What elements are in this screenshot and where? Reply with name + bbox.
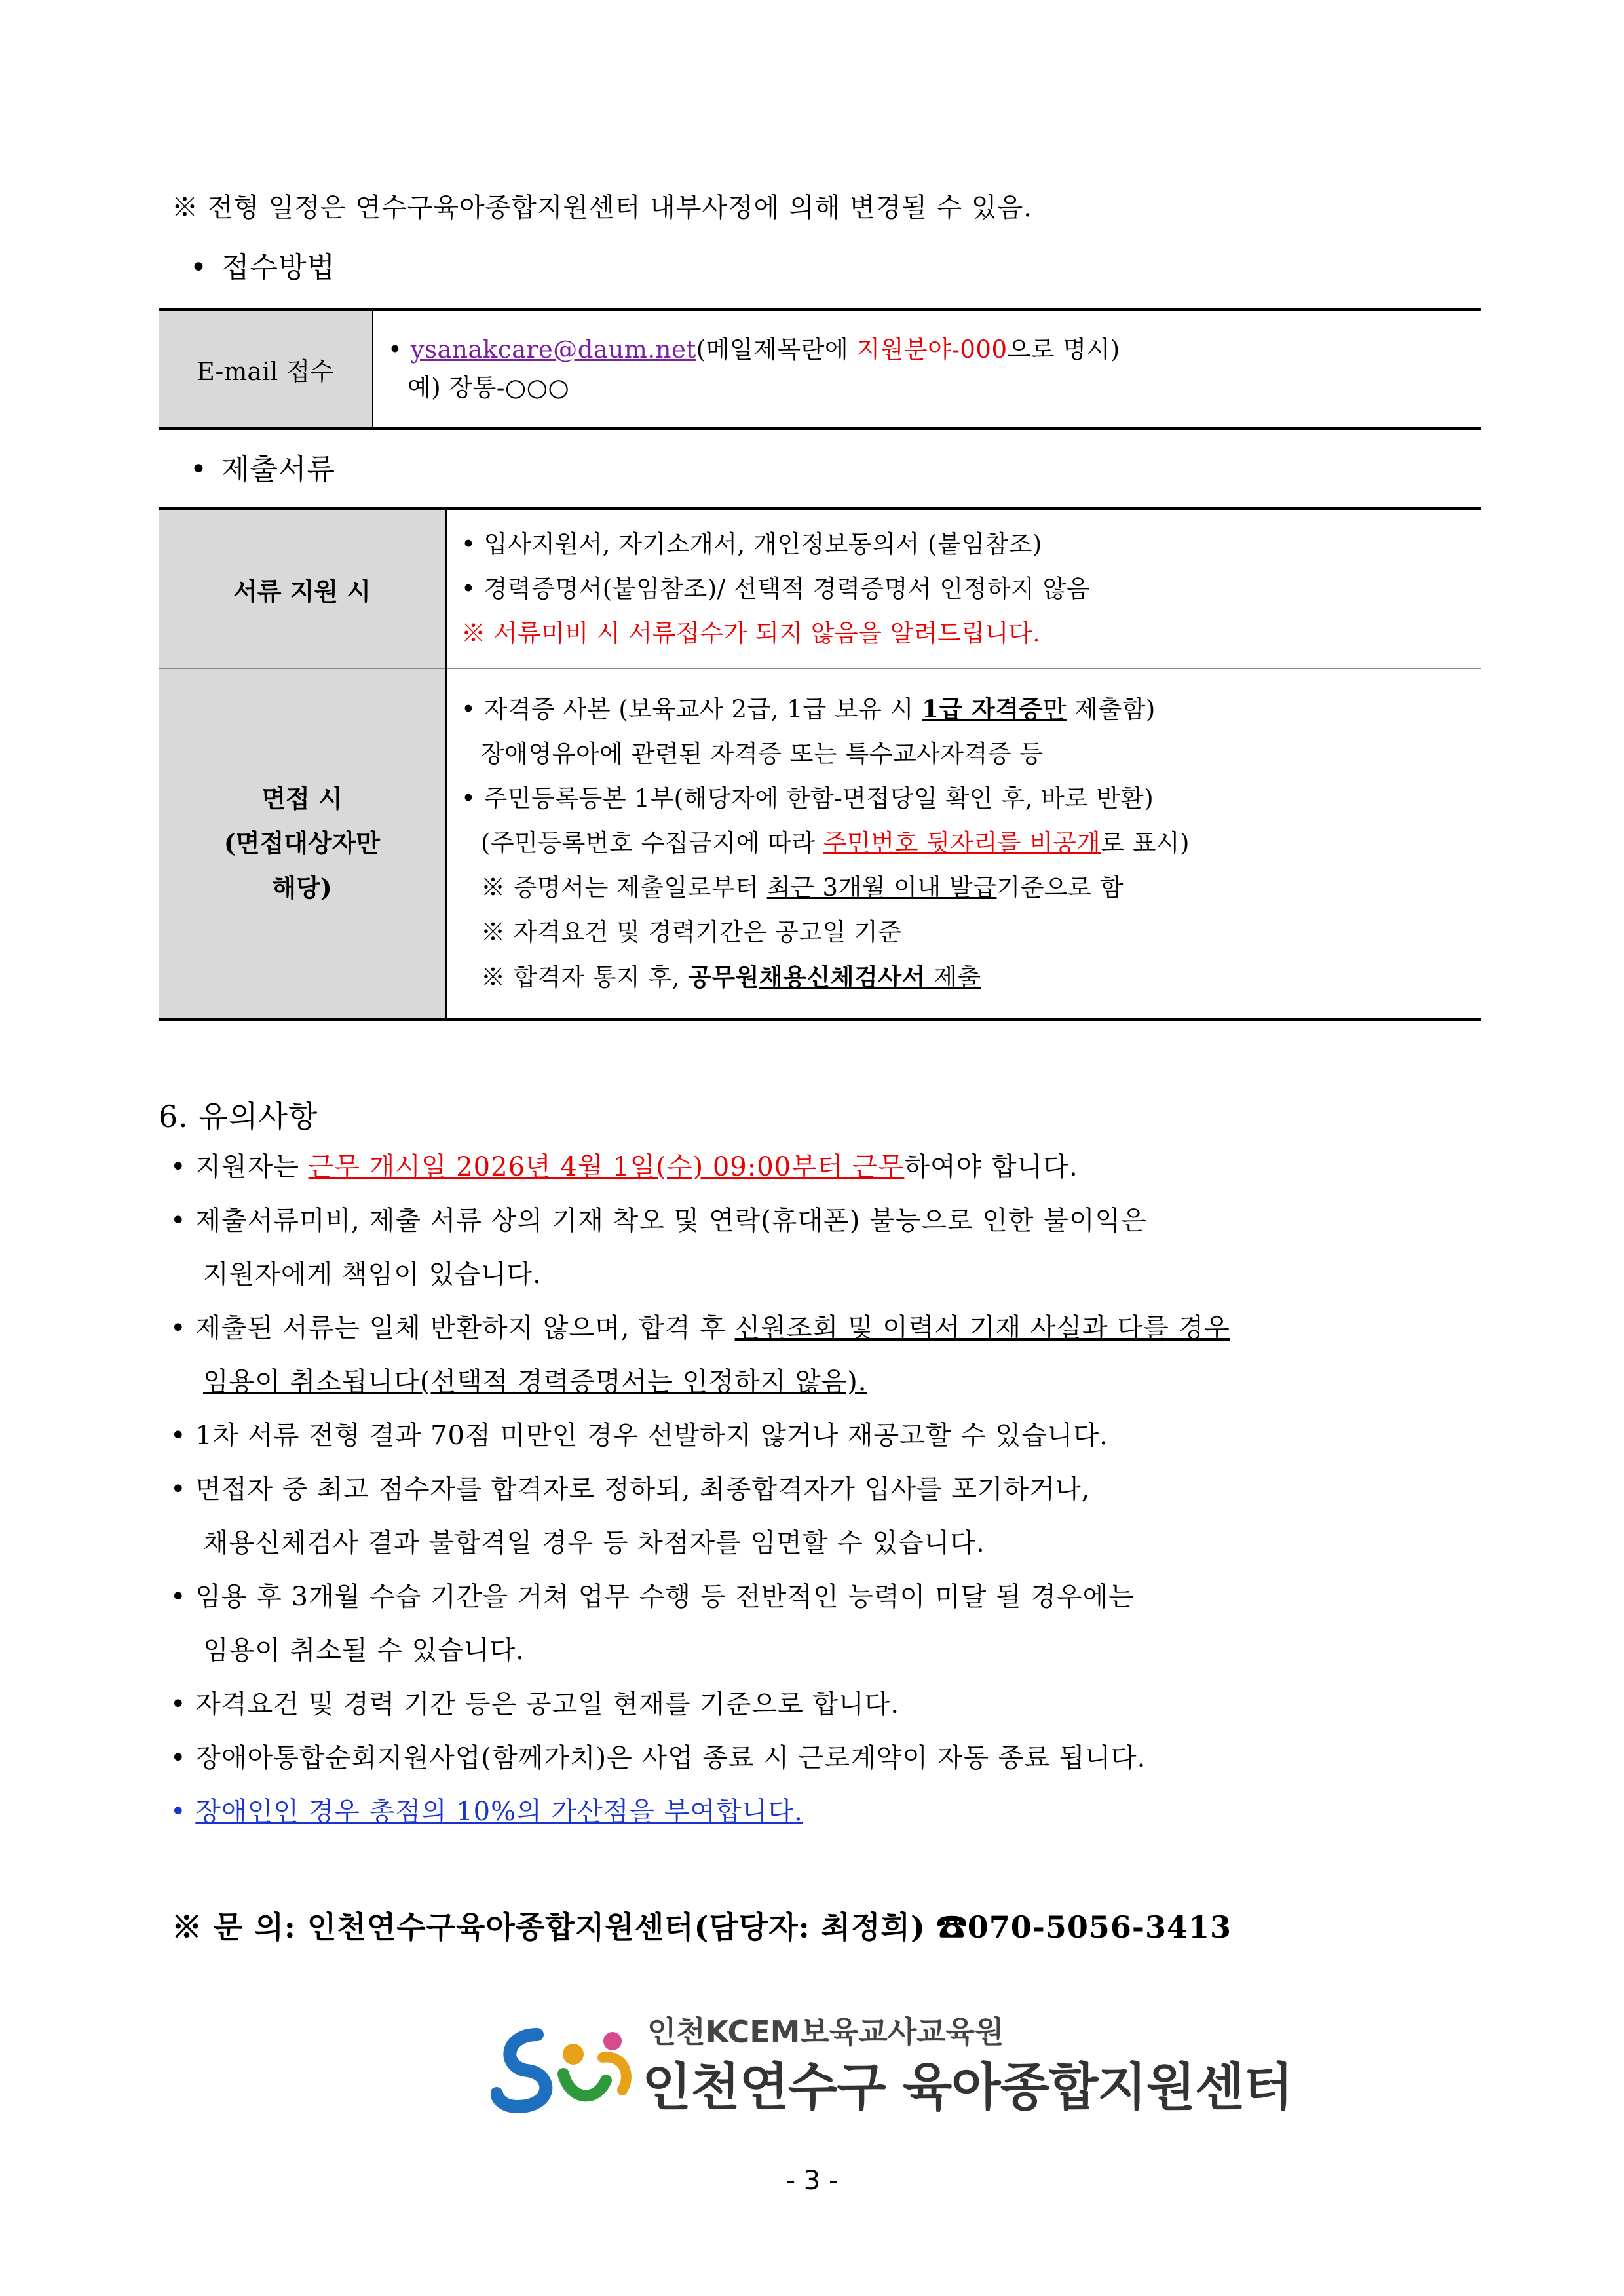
note-text: 1차 서류 전형 결과 70점 미만인 경우 선발하지 않거나 재공고할 수 있습니다. <box>195 1421 1108 1451</box>
email-link[interactable]: ysanakcare@daum.net <box>410 335 696 364</box>
note-item: • 장애아통합순회지원사업(함께가치)은 사업 종료 시 근로계약이 자동 종료 됩니다. <box>170 1743 1146 1773</box>
doc-line: • 주민등록등본 1부(해당자에 한함-면접당일 확인 후, 바로 반환) <box>461 784 1154 813</box>
doc-text: ※ 증명서는 제출일로부터 <box>481 873 767 902</box>
doc-text: ※ 합격자 통지 후, <box>481 963 689 991</box>
doc-line <box>461 866 1481 910</box>
doc-line <box>461 821 1481 866</box>
receipt-desc-red: 지원분야-000 <box>856 335 1008 364</box>
note-text: 제출된 서류는 일체 반환하지 않으며, 합격 후 <box>195 1313 735 1343</box>
doc-text-bold: 공무원 <box>688 963 759 991</box>
documents-heading <box>190 446 335 488</box>
note-text: 임용 후 3개월 수습 기간을 거쳐 업무 수행 등 전반적인 능력이 미달 될 경우에는 <box>195 1582 1135 1612</box>
note-item: • 면접자 중 최고 점수자를 합격자로 정하되, 최종합격자가 입사를 포기하거나, <box>170 1474 1091 1504</box>
note-text: 자격요건 및 경력 기간 등은 공고일 현재를 기준으로 합니다. <box>195 1689 900 1719</box>
note-item: • 지원자는 근무 개시일 2026년 4월 1일(수) 09:00부터 근무하여야 합니다. <box>170 1152 1078 1182</box>
note-item: • 자격요건 및 경력 기간 등은 공고일 현재를 기준으로 합니다. <box>170 1689 900 1719</box>
center-logo <box>491 2008 1293 2120</box>
note-text: 장애아통합순회지원사업(함께가치)은 사업 종료 시 근로계약이 자동 종료 됩니다. <box>195 1743 1146 1773</box>
doc-line: ※ 자격요건 및 경력기간은 공고일 기준 <box>481 918 902 946</box>
documents-row2-value <box>446 668 1481 1020</box>
contact-line: ※ 문 의: 인천연수구육아종합지원센터(담당자: 최정희) ☎070-5056-3413 <box>172 1909 1232 1945</box>
doc-text-underline: 만 <box>1042 695 1067 723</box>
note-text-red: 근무 개시일 2026년 4월 1일(수) 09:00부터 근무 <box>308 1152 905 1182</box>
note-text: 제출서류미비, 제출 서류 상의 기재 착오 및 연락(휴대폰) 불능으로 인한 불이익은 <box>195 1206 1147 1236</box>
doc-text-red: 주민번호 뒷자리를 비공개 <box>823 829 1101 857</box>
row2-label-line: 해당) <box>272 873 332 902</box>
row2-label-line: 면접 시 <box>261 784 343 813</box>
doc-item: • 입사지원서, 자기소개서, 개인정보동의서 (붙임참조) <box>461 530 1042 558</box>
note-continuation: 지원자에게 책임이 있습니다. <box>203 1259 542 1290</box>
receipt-table <box>159 308 1481 430</box>
logo-emblem-icon <box>491 2008 642 2120</box>
doc-item-text: 경력증명서(붙임참조)/ 선택적 경력증명서 인정하지 않음 <box>483 575 1091 603</box>
documents-row2-label <box>159 668 446 1020</box>
note-text-blue: 장애인인 경우 총점의 10%의 가산점을 부여합니다. <box>195 1797 803 1827</box>
note-text: 면접자 중 최고 점수자를 합격자로 정하되, 최종합격자가 입사를 포기하거나, <box>195 1474 1091 1504</box>
note-text-underline: 임용이 취소됩니다(선택적 경력증명서는 인정하지 않음). <box>203 1367 867 1397</box>
bullet: • <box>190 251 208 284</box>
doc-line: • 자격증 사본 (보육교사 2급, 1급 보유 시 1급 자격증만 제출함) <box>461 695 1156 723</box>
doc-text: 제출함) <box>1066 695 1156 723</box>
doc-text: 로 표시) <box>1101 829 1190 857</box>
page-number: - 3 - <box>785 2166 839 2196</box>
receipt-desc-before: (메일제목란에 <box>696 335 857 364</box>
doc-text-underline: 제출 <box>925 963 981 991</box>
doc-text-underline: 최근 3개월 이내 발급 <box>766 873 997 902</box>
documents-row1-label: 서류 지원 시 <box>159 509 446 669</box>
doc-line <box>461 955 1481 1000</box>
note-item: • 제출서류미비, 제출 서류 상의 기재 착오 및 연락(휴대폰) 불능으로 인한 불이익은 <box>170 1206 1147 1236</box>
doc-item: • 경력증명서(붙임참조)/ 선택적 경력증명서 인정하지 않음 <box>461 575 1091 603</box>
doc-text-bold: 채용신체검사서 <box>759 963 926 991</box>
documents-row1-value <box>446 509 1481 669</box>
note-continuation <box>170 1355 1481 1409</box>
receipt-heading-text: 접수방법 <box>221 251 336 284</box>
doc-text: 자격증 사본 (보육교사 2급, 1급 보유 시 <box>483 695 922 723</box>
logo-title: 인천연수구 육아종합지원센터 <box>642 2058 1293 2117</box>
documents-table <box>159 507 1481 1021</box>
doc-line: 장애영유아에 관련된 자격증 또는 특수교사자격증 등 <box>481 740 1044 768</box>
notes-list <box>170 1140 1481 1839</box>
doc-warning: ※ 서류미비 시 서류접수가 되지 않음을 알려드립니다. <box>461 619 1041 647</box>
doc-text: 기준으로 함 <box>996 873 1124 902</box>
doc-text-bold: 1급 자격증 <box>922 695 1043 723</box>
note-item: • 장애인인 경우 총점의 10%의 가산점을 부여합니다. <box>170 1797 803 1827</box>
note-continuation: 임용이 취소될 수 있습니다. <box>203 1636 525 1666</box>
receipt-value <box>373 310 1481 429</box>
doc-text: 주민등록등본 1부(해당자에 한함-면접당일 확인 후, 바로 반환) <box>483 784 1154 813</box>
doc-item-text: 입사지원서, 자기소개서, 개인정보동의서 (붙임참조) <box>483 530 1042 558</box>
bullet: • <box>190 453 208 486</box>
note-text: 하여야 합니다. <box>904 1152 1078 1182</box>
receipt-heading <box>190 244 335 286</box>
logo-subtitle: 인천KCEM보육교사교육원 <box>647 2014 1004 2050</box>
note-text-underline: 신원조회 및 이력서 기재 사실과 다를 경우 <box>734 1313 1230 1343</box>
note-item: • 1차 서류 전형 결과 70점 미만인 경우 선발하지 않거나 재공고할 수 있습니다. <box>170 1421 1108 1451</box>
doc-text: (주민등록번호 수집금지에 따라 <box>481 829 823 857</box>
receipt-example: 예) 장통-○○○ <box>407 373 570 402</box>
receipt-desc-after: 으로 명시) <box>1007 335 1120 364</box>
notes-title: 6. 유의사항 <box>159 1099 318 1134</box>
receipt-label: E-mail 접수 <box>159 310 373 429</box>
schedule-note: ※ 전형 일정은 연수구육아종합지원센터 내부사정에 의해 변경될 수 있음. <box>172 193 1032 223</box>
documents-heading-text: 제출서류 <box>221 453 336 486</box>
bullet: • <box>388 335 411 364</box>
note-continuation: 채용신체검사 결과 불합격일 경우 등 차점자를 임면할 수 있습니다. <box>203 1528 985 1558</box>
row2-label-line: (면접대상자만 <box>223 828 381 858</box>
note-item: • 제출된 서류는 일체 반환하지 않으며, 합격 후 신원조회 및 이력서 기재 사실과 다를 경우 <box>170 1313 1230 1343</box>
note-text: 지원자는 <box>195 1152 309 1182</box>
note-item: • 임용 후 3개월 수습 기간을 거쳐 업무 수행 등 전반적인 능력이 미달 될 경우에는 <box>170 1582 1135 1612</box>
